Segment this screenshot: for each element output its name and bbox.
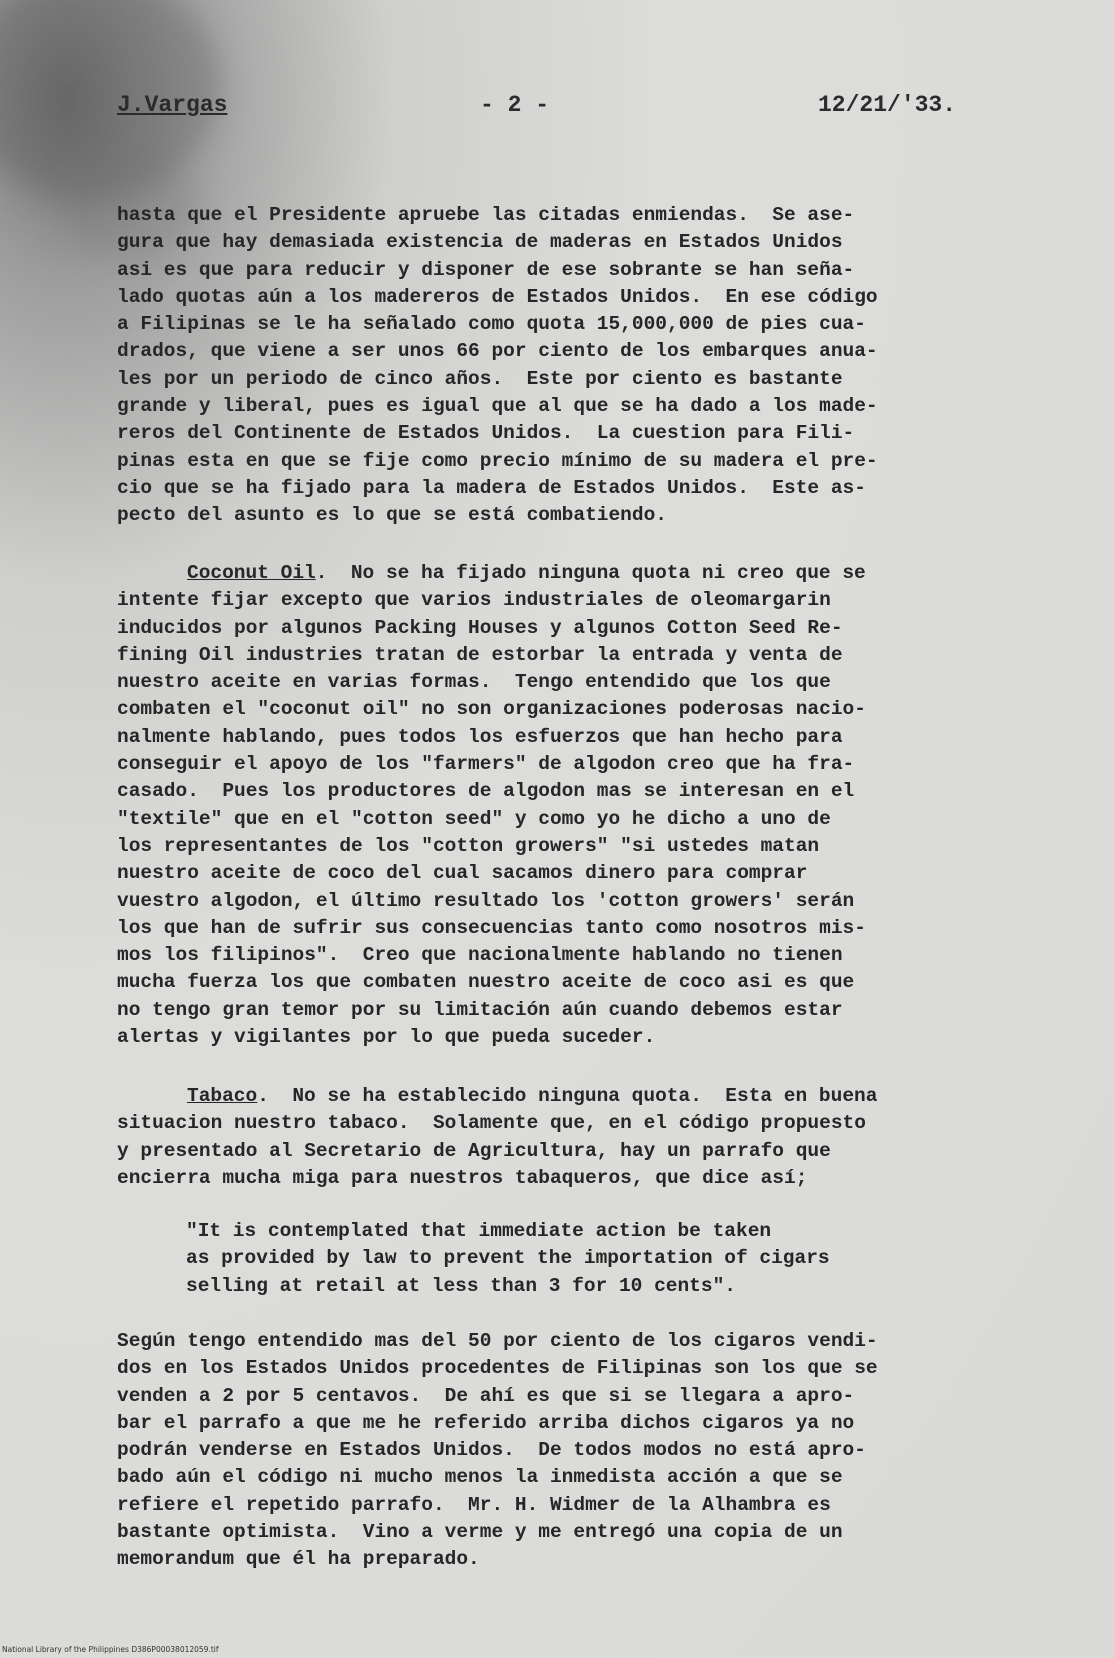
header-date: 12/21/'33.: [818, 92, 957, 118]
paragraph-cigars: Según tengo entendido mas del 50 por ciento de los cigaros vendi- dos en los Estados Unidos procedentes de Filipinas son los que se venden a 2 por 5 centavos. De ahí es que si se llegara a apro- bar el parrafo a que me he referido arriba dichos cigaros ya no podrán venderse en Estados Unidos. De todos modos no está apro- bado aún el código ni mucho menos la inmedista acción a que se refiere el repetido parrafo. Mr. H. Widmer de la Alhambra es bastante optimista. Vino a verme y me entregó una copia de un memorandum que él ha preparado.: [117, 1330, 878, 1571]
coconut-oil-heading: Coconut Oil: [187, 562, 316, 584]
coconut-oil-body: . No se ha fijado ninguna quota ni creo que se intente fijar excepto que varios industriales de oleomargarin inducidos por algunos Packing Houses y algunos Cotton Seed Re- fining Oil industries tratan de estorbar la entrada y venta de nuestro aceite en varias formas. Tengo entendido que los que combaten el "coconut oil" no son organizaciones poderosas nacio- nalmente hablando, pues todos los esfuerzos que han hecho para conseguir el apoyo de los "farmers" de algodon creo que ha fra- casado. Pues los productores de algodon mas se interesan en el "textile" que en el "cotton seed" y como yo he dicho a uno de los representantes de los "cotton growers" "si ustedes matan nuestro aceite de coco del cual sacamos dinero para comprar vuestro algodon, el último resultado los 'cotton growers' serán los que han de sufrir sus consecuencias tanto como nosotros mis- mos los filipinos". Creo que nacionalmente hablando no tienen mucha fuerza los que combaten nuestro aceite de coco asi es que no tengo gran temor por su limitación aún cuando debemos estar alertas y vigilantes por lo que pueda suceder.: [117, 562, 866, 1049]
block-quotation: "It is contemplated that immediate action be taken as provided by law to prevent the importation of cigars selling at retail at less than 3 for 10 cents".: [186, 1220, 830, 1297]
paragraph-coconut-oil: [117, 560, 1032, 1051]
archive-footer: National Library of the Philippines D386P00038012059.tif: [2, 1645, 219, 1654]
letter-header: [0, 92, 1114, 132]
tabaco-body: . No se ha establecido ninguna quota. Esta en buena situacion nuestro tabaco. Solamente que, en el código propuesto y presentado al Secretario de Agricultura, hay un parrafo que encierra mucha miga para nuestros tabaqueros, que dice así;: [117, 1085, 878, 1189]
tabaco-heading: Tabaco: [187, 1085, 258, 1107]
header-author: J.Vargas: [117, 92, 228, 118]
paragraph-lumber: hasta que el Presidente apruebe las citadas enmiendas. Se ase- gura que hay demasiada existencia de maderas en Estados Unidos asi es que para reducir y disponer de ese sobrante se han seña- lado quotas aún a los madereros de Estados Unidos. En ese código a Filipinas se le ha señalado como quota 15,000,000 de pies cua- drados, que viene a ser unos 66 por ciento de los embarques anua- les por un periodo de cinco años. Este por ciento es bastante grande y liberal, pues es igual que al que se ha dado a los made- reros del Continente de Estados Unidos. La cuestion para Fili- pinas esta en que se fije como precio mínimo de su madera el pre- cio que se ha fijado para la madera de Estados Unidos. Este as- pecto del asunto es lo que se está combatiendo.: [117, 204, 878, 527]
header-page-number: - 2 -: [480, 92, 550, 118]
paragraph-tabaco: [117, 1083, 1032, 1192]
